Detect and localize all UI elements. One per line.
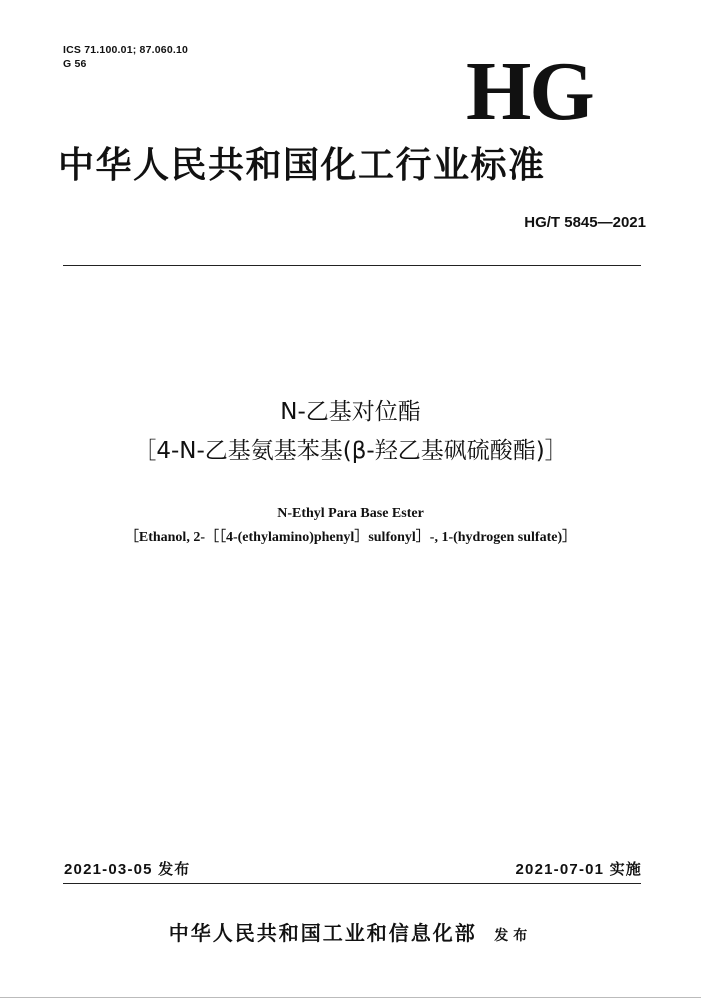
english-title-line-2: ［Ethanol, 2-［［4-(ethylamino)phenyl］sulfonyl］-, 1-(hydrogen sulfate)］ [124,530,577,545]
issue-date: 2021-03-05 发布 [64,861,191,878]
standard-title: 中华人民共和国化工行业标准 [58,145,546,186]
publisher [0,917,701,946]
hg-logo: HG [466,45,593,138]
implementation-date: 2021-07-01 实施 [515,861,642,878]
page-bottom-edge [0,997,701,998]
footer-divider [63,883,641,884]
chinese-title-line-2: ［4-N-乙基氨基苯基(β-羟乙基砜硫酸酯)］ [133,438,568,464]
standard-number: HG/T 5845—2021 [524,214,646,231]
ics-code: ICS 71.100.01; 87.060.10 [63,44,189,56]
header-divider [63,265,641,266]
classification-code: G 56 [63,58,87,70]
chinese-title-line-1: N-乙基对位酯 [280,399,421,425]
publisher-name: 中华人民共和国工业和信息化部 [168,921,477,945]
publisher-action: 发布 [494,928,533,944]
english-title-line-1: N-Ethyl Para Base Ester [277,506,424,521]
